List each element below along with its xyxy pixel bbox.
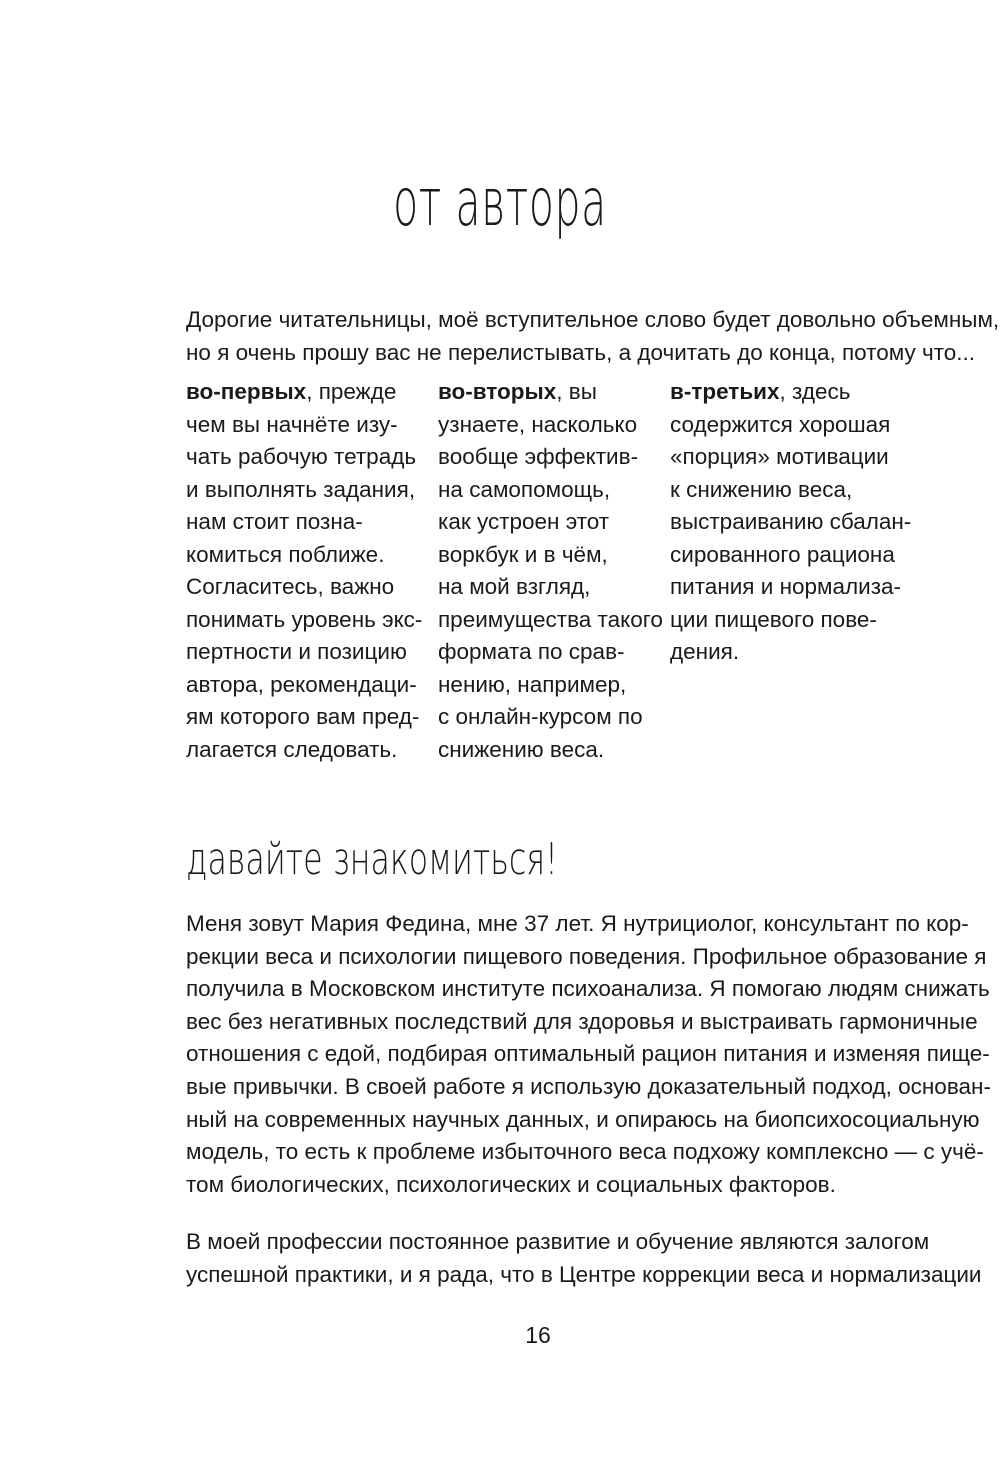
paragraph-line: ный на современных научных данных, и опираюсь на биопсихосоциальную — [186, 1106, 980, 1132]
page-number: 16 — [525, 1322, 551, 1348]
column-line: автора, рекомендаци- — [186, 671, 417, 697]
column-line: на самопомощь, — [438, 476, 611, 502]
column-line: и выполнять задания, — [186, 476, 416, 502]
column-line — [438, 376, 663, 409]
column-line: пертности и позицию — [186, 639, 407, 664]
column-line: снижению веса. — [438, 736, 605, 762]
column-lead-rest: , прежде — [306, 379, 397, 404]
paragraph-line: том биологических, психологических и социальных факторов. — [186, 1171, 836, 1197]
column-line — [186, 376, 422, 409]
column-line: дения. — [670, 639, 740, 664]
paragraph-line: модель, то есть к проблеме избыточного веса подхожу комплексно — с учё- — [186, 1139, 984, 1165]
column-lead: в-третьих — [670, 379, 780, 404]
intro-paragraph — [186, 304, 1000, 369]
paragraph-line: вые привычки. В своей работе я использую доказательный подход, основан- — [186, 1073, 991, 1099]
column-line: ции пищевого пове- — [670, 606, 877, 632]
paragraph-line: В моей профессии постоянное развитие и обучение являются залогом — [186, 1229, 930, 1254]
column-line: «порция» мотивации — [670, 444, 889, 469]
column-line: формата по срав- — [438, 639, 625, 664]
paragraph-line: успешной практики, и я рада, что в Центре коррекции веса и нормализации — [186, 1261, 982, 1287]
paragraph-line: рекции веса и психологии пищевого поведения. Профильное образование я — [186, 943, 987, 969]
column-line: лагается следовать. — [186, 736, 398, 762]
paragraph-line: получила в Московском институте психоанализа. Я помогаю людям снижать — [186, 976, 990, 1002]
column-line: понимать уровень экс- — [186, 606, 423, 632]
column-line: чем вы начнёте изу- — [186, 411, 398, 437]
column-lead: во-вторых — [438, 379, 557, 404]
column-line: выстраиванию сбалан- — [670, 509, 912, 534]
body-paragraph-2 — [186, 1226, 982, 1291]
column-lead-rest: , вы — [556, 379, 597, 404]
paragraph-line: отношения с едой, подбирая оптимальный рацион питания и изменяя пище- — [186, 1041, 990, 1067]
column-line: сированного рациона — [670, 541, 895, 567]
column-line: ям которого вам пред- — [186, 704, 420, 729]
intro-line: но я очень прошу вас не перелистывать, а дочитать до конца, потому что... — [186, 339, 976, 365]
column-line: нению, например, — [438, 671, 627, 697]
reason-column-third — [670, 376, 911, 669]
column-line: на мой взгляд, — [438, 574, 591, 599]
column-line: преимущества такого — [438, 606, 663, 632]
reason-column-first — [186, 376, 422, 766]
paragraph-line: Меня зовут Мария Федина, мне 37 лет. Я нутрициолог, консультант по кор- — [186, 911, 969, 936]
column-line: с онлайн-курсом по — [438, 704, 643, 729]
body-paragraph-1 — [186, 908, 991, 1201]
column-line: питания и нормализа- — [670, 574, 902, 599]
column-line: нам стоит позна- — [186, 509, 363, 534]
column-line: узнаете, насколько — [438, 411, 638, 437]
column-line: чать рабочую тетрадь — [186, 444, 417, 469]
intro-line: Дорогие читательницы, моё вступительное слово будет довольно объемным, — [186, 307, 1000, 332]
column-line: воркбук и в чём, — [438, 541, 608, 567]
column-line: как устроен этот — [438, 509, 610, 534]
column-line: вообще эффектив- — [438, 444, 639, 469]
column-lead-rest: , здесь — [779, 379, 851, 404]
paragraph-line: вес без негативных последствий для здоровья и выстраивать гармоничные — [186, 1008, 978, 1034]
column-line: комиться поближе. — [186, 541, 385, 567]
column-line: Согласитесь, важно — [186, 574, 395, 599]
column-line: к снижению веса, — [670, 476, 853, 502]
section-heading: давайте знакомиться! — [186, 834, 558, 885]
reason-column-second — [438, 376, 663, 766]
column-line — [670, 376, 911, 409]
page-title: от автора — [393, 164, 607, 241]
column-lead: во-первых — [186, 379, 307, 404]
column-line: содержится хорошая — [670, 411, 891, 437]
